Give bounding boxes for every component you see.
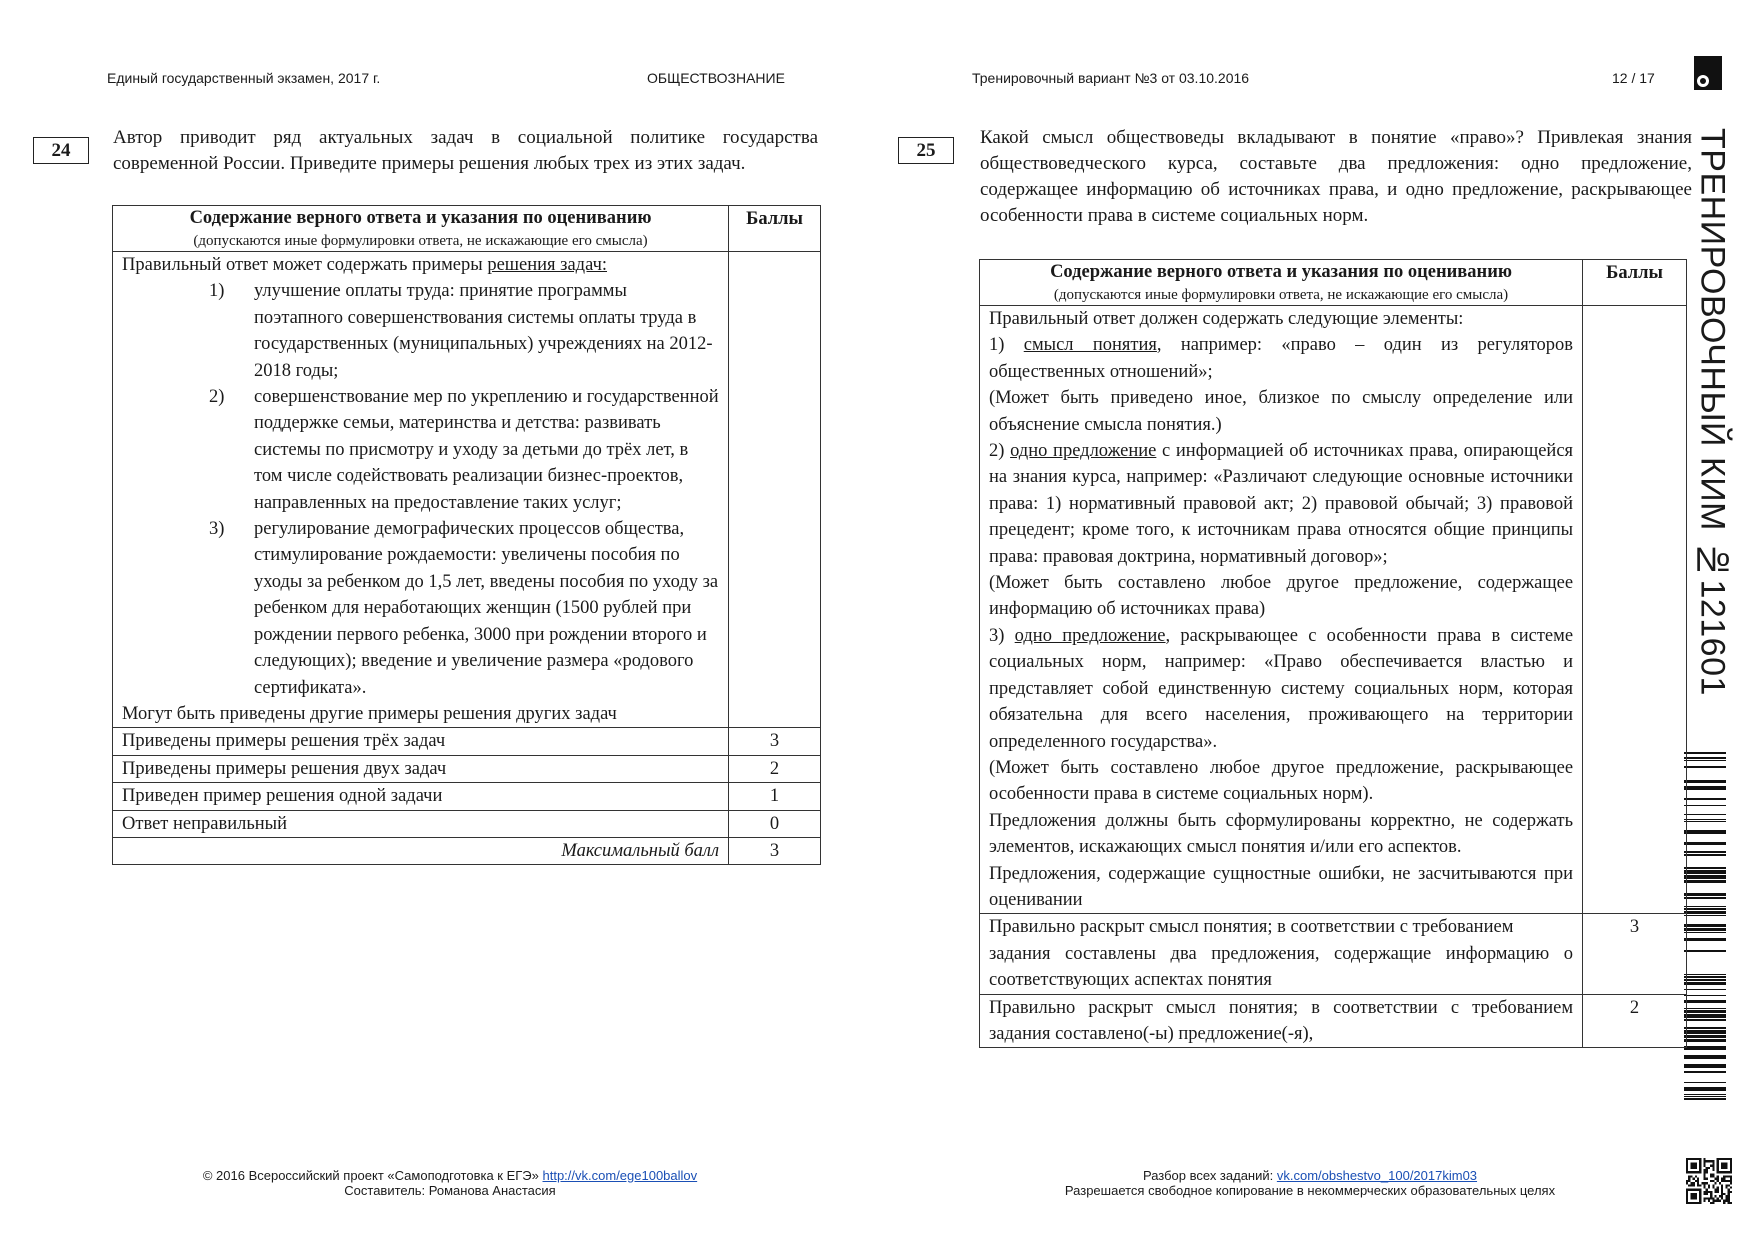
table-row <box>113 252 821 728</box>
barcode-icon <box>1684 752 1726 1102</box>
max-score-row: Максимальный балл 3 <box>113 837 821 864</box>
subject-title: ОБЩЕСТВОЗНАНИЕ <box>647 70 785 86</box>
variant-label: Тренировочный вариант №3 от 03.10.2016 <box>972 70 1250 86</box>
answer-table-24 <box>112 205 821 865</box>
list-item: 2) совершенствование мер по укреплению и государственной поддержке семьи, материнства и детства: развивать системы по присмотру и уходу за детьми до трёх лет, в том числе содействовать реализации бизнес-проектов, направленных на предоставление таких услуг; <box>209 387 719 513</box>
table-row: Ответ неправильный 0 <box>113 810 821 837</box>
corner-marker-icon <box>1694 56 1722 90</box>
table-header-title: Содержание верного ответа и указания по оцениванию (допускаются иные формулировки ответа, не искажающие его смысла) <box>980 260 1583 306</box>
question-25-text: Какой смысл обществоведы вкладывают в понятие «право»? Привлекая знания обществоведческого курса, составьте два предложения: одно предложение, содержащее информацию об источниках права, и одно предложение, раскрывающее особенности права в системе социальных норм. <box>980 127 1692 226</box>
table-row: Приведены примеры решения трёх задач 3 <box>113 728 821 755</box>
table-header <box>113 206 821 252</box>
footer-right: Разбор всех заданий: vk.com/obshestvo_100/2017kim03 Разрешается свободное копирование в некоммерческих образовательных целях <box>1064 1168 1556 1198</box>
answer-list <box>122 278 719 701</box>
list-item: 3) регулирование демографических процессов общества, стимулирование рождаемости: увеличены пособия по уходы за ребенком до 1,5 лет, введены пособия по уходу за ребенком для неработающих женщин (1500 рублей при рождении первого ребенка, 3000 при рождении второго и следующих); введение и увеличение размера «родового сертификата». <box>209 519 719 698</box>
table-header-score: Баллы <box>729 206 821 252</box>
answer-content: Правильный ответ должен содержать следующие элементы: 1) смысл понятия, например: «право – один из регуляторов общественных отношений»; (Может быть приведено иное, близкое по смыслу определение или объяснение смысла понятия.) 2) одно предложение с информацией об источниках права, опирающейся на знания курса, например: «Различают следующие основные источники права: 1) нормативный правовой акт; 2) правовой обычай; 3) правовой прецедент; кроме того, к источникам права относятся общие принципы права: правовая доктрина, нормативный договор»; (Может быть составлено любое другое предложение, содержащее информацию об источниках права) 3) одно предложение, раскрывающее с особенности права в системе социальных норм, например: «Право обеспечивается властью и представляет собой единственную систему социальных норм, которая обязательна для всего населения, проживающего на территории определенного государства». (Может быть составлено любое другое предложение, раскрывающее особенности права в системе социальных норм). Предложения должны быть сформулированы корректно, не содержать элементов, искажающих смысл понятия и/или его аспектов. Предложения, содержащие сущностные ошибки, не засчитываются при оценивании <box>980 306 1583 914</box>
answer-table-25 <box>979 259 1687 1048</box>
table-row <box>980 306 1687 914</box>
question-25-number: 25 <box>898 137 954 164</box>
table-header-score: Баллы <box>1583 260 1687 306</box>
table-row: Правильно раскрыт смысл понятия; в соответствии с требованием задания составлено(-ы) предложение(-я), 2 <box>980 994 1687 1048</box>
qr-code-icon <box>1686 1158 1732 1204</box>
page-number: 12 / 17 <box>1612 70 1655 86</box>
side-title: ТРЕНИРОВОЧНЫЙ КИМ №121601 <box>1693 128 1732 696</box>
table-row: Приведен пример решения одной задачи 1 <box>113 783 821 810</box>
exam-title: Единый государственный экзамен, 2017 г. <box>107 70 381 86</box>
project-link[interactable]: http://vk.com/ege100ballov <box>542 1168 698 1183</box>
table-row: Приведены примеры решения двух задач 2 <box>113 755 821 782</box>
footer-left: © 2016 Всероссийский проект «Самоподготовка к ЕГЭ» http://vk.com/ege100ballov Составитель: Романова Анастасия <box>202 1168 698 1198</box>
table-header <box>980 260 1687 306</box>
analysis-link[interactable]: vk.com/obshestvo_100/2017kim03 <box>1276 1168 1478 1183</box>
table-header-title: Содержание верного ответа и указания по оцениванию (допускаются иные формулировки ответа, не искажающие его смысла) <box>113 206 729 252</box>
list-item: 1) улучшение оплаты труда: принятие программы поэтапного совершенствования системы оплаты труда в государственных (муниципальных) учреждениях на 2012-2018 годы; <box>209 281 713 381</box>
question-24-text: Автор приводит ряд актуальных задач в социальной политике государства современной России. Приведите примеры решения любых трех из этих задач. <box>113 127 818 174</box>
question-24-number: 24 <box>33 137 89 164</box>
answer-content: Правильный ответ может содержать примеры решения задач: 1) улучшение оплаты труда: принятие программы поэтапного совершенствования системы оплаты труда в государственных (муниципальных) учреждениях на 2012-2018 годы; 2) совершенствование мер по укреплению и государственной поддержке семьи, материнства и детства: развивать системы по присмотру и уходу за детьми до трёх лет, в том числе содействовать реализации бизнес-проектов, направленных на предоставление таких услуг; 3) регулирование демографических процессов общества, стимулирование рождаемости: увеличены пособия по уходы за ребенком до 1,5 лет, введены пособия по уходу за ребенком для неработающих женщин (1500 рублей при рождении первого ребенка, 3000 при рождении второго и следующих); введение и увеличение размера «родового сертификата». Могут быть приведены другие примеры решения других задач <box>113 252 729 728</box>
table-row: Правильно раскрыт смысл понятия; в соответствии с требованием задания составлены два предложения, содержащие информацию о соответствующих аспектах понятия 3 <box>980 914 1687 994</box>
